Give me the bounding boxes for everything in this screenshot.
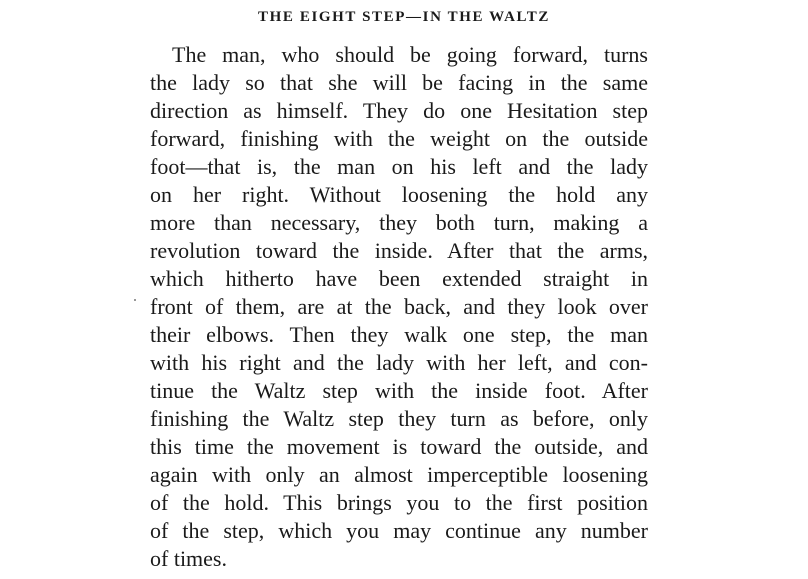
- paragraph-line: tinue the Waltz step with the inside foot. After: [150, 378, 648, 403]
- paragraph-line: forward, finishing with the weight on the outside: [150, 126, 648, 151]
- page-heading: THE EIGHT STEP—IN THE WALTZ: [258, 9, 550, 25]
- paragraph-line: of the step, which you may continue any number: [150, 518, 648, 543]
- paragraph-line: with his right and the lady with her left, and con-: [150, 350, 648, 375]
- paragraph-line: more than necessary, they both turn, making a: [150, 210, 648, 235]
- paragraph-line: which hitherto have been extended straight in: [150, 266, 648, 291]
- paragraph-line: revolution toward the inside. After that the arms,: [150, 238, 648, 263]
- paragraph-line: again with only an almost imperceptible loosening: [150, 462, 648, 487]
- paragraph-line: foot—that is, the man on his left and the lady: [150, 154, 648, 179]
- paragraph-line: the lady so that she will be facing in the same: [150, 70, 648, 95]
- paragraph-line: of the hold. This brings you to the first position: [150, 490, 648, 515]
- paragraph-line: The man, who should be going forward, turns: [172, 42, 648, 67]
- paragraph-line: direction as himself. They do one Hesitation step: [150, 98, 648, 123]
- body-paragraph: [150, 41, 648, 573]
- paragraph-line: finishing the Waltz step they turn as before, only: [150, 406, 648, 431]
- paragraph-line: of times.: [150, 546, 227, 571]
- print-speck: [134, 299, 136, 301]
- paragraph-line: front of them, are at the back, and they look over: [150, 294, 648, 319]
- paragraph-line: their elbows. Then they walk one step, the man: [150, 322, 648, 347]
- paragraph-line: on her right. Without loosening the hold any: [150, 182, 648, 207]
- paragraph-line: this time the movement is toward the outside, and: [150, 434, 648, 459]
